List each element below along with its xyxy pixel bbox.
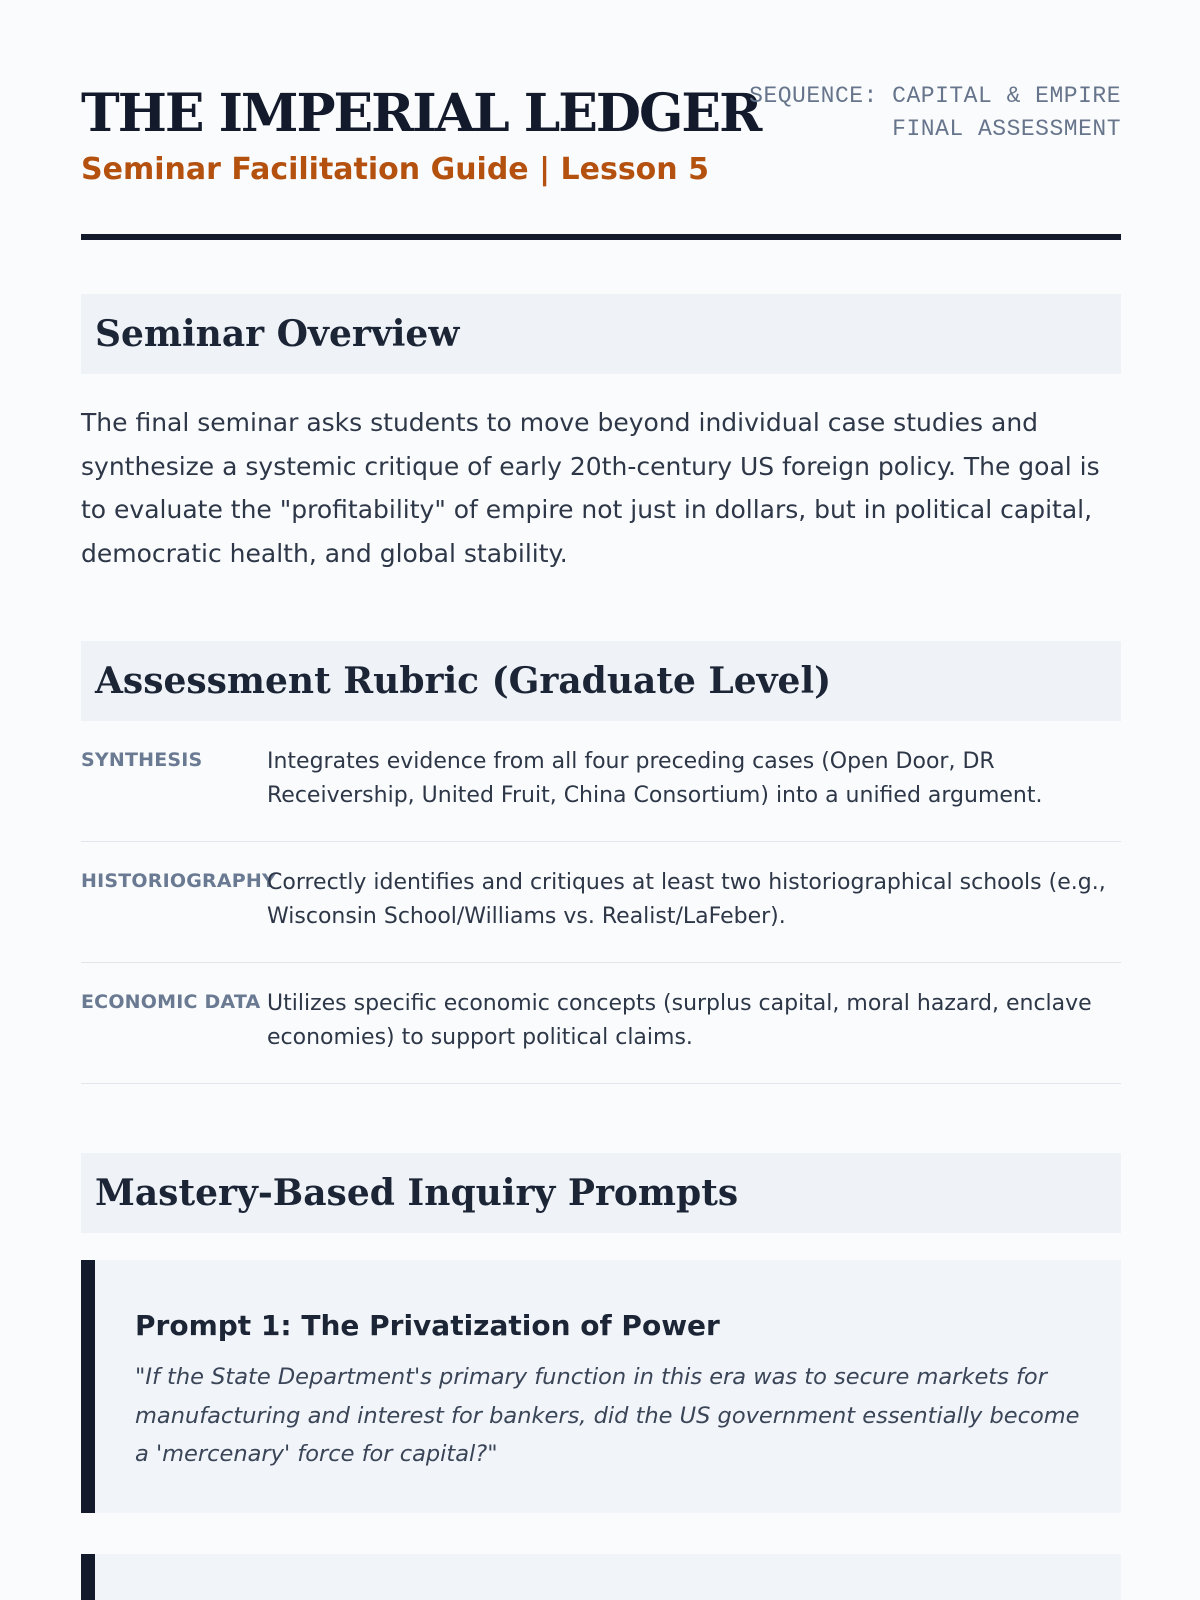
document-subtitle: Seminar Facilitation Guide | Lesson 5 bbox=[81, 152, 709, 187]
rubric-heading: Assessment Rubric (Graduate Level) bbox=[81, 641, 1121, 721]
prompt-card bbox=[81, 1260, 1121, 1513]
rubric-description: Correctly identifies and critiques at least two historiographical schools (e.g., Wisconsin School/Williams vs. Realist/LaFeber). bbox=[267, 870, 1106, 929]
header-divider bbox=[81, 234, 1121, 240]
rubric-table bbox=[81, 721, 1121, 1084]
rubric-label: SYNTHESIS bbox=[81, 749, 203, 771]
rubric-row-synthesis bbox=[81, 721, 1121, 842]
document-page bbox=[81, 0, 1121, 1467]
overview-paragraph: The final seminar asks students to move beyond individual case studies and synthesize a systemic critique of early 20th-century US foreign policy. The goal is to evaluate the "profitability" of empire not just in dollars, but in political capital, democratic health, and global stability. bbox=[81, 408, 1100, 568]
rubric-label: HISTORIOGRAPHY bbox=[81, 870, 276, 892]
prompt-card-next bbox=[81, 1554, 1121, 1600]
rubric-label: ECONOMIC DATA bbox=[81, 991, 261, 1013]
sequence-label bbox=[749, 80, 1121, 146]
rubric-description: Utilizes specific economic concepts (surplus capital, moral hazard, enclave economies) to support political claims. bbox=[267, 991, 1092, 1050]
rubric-row-historiography bbox=[81, 842, 1121, 963]
prompts-heading: Mastery-Based Inquiry Prompts bbox=[81, 1153, 1121, 1233]
overview-heading: Seminar Overview bbox=[81, 294, 1121, 374]
prompt-quote: "If the State Department's primary function in this era was to secure markets for manufacturing and interest for bankers, did the US government essentially become a 'mercenary' force for capital?" bbox=[135, 1364, 1080, 1467]
document-title: THE IMPERIAL LEDGER bbox=[81, 83, 761, 144]
prompt-title: Prompt 1: The Privatization of Power bbox=[135, 1309, 720, 1342]
sequence-stage: FINAL ASSESSMENT bbox=[892, 116, 1121, 142]
rubric-row-economic-data bbox=[81, 963, 1121, 1084]
document-header bbox=[81, 0, 1121, 242]
sequence-name: SEQUENCE: CAPITAL & EMPIRE bbox=[749, 83, 1121, 109]
rubric-description: Integrates evidence from all four preceding cases (Open Door, DR Receivership, United Fruit, China Consortium) into a unified argument. bbox=[267, 749, 1043, 808]
